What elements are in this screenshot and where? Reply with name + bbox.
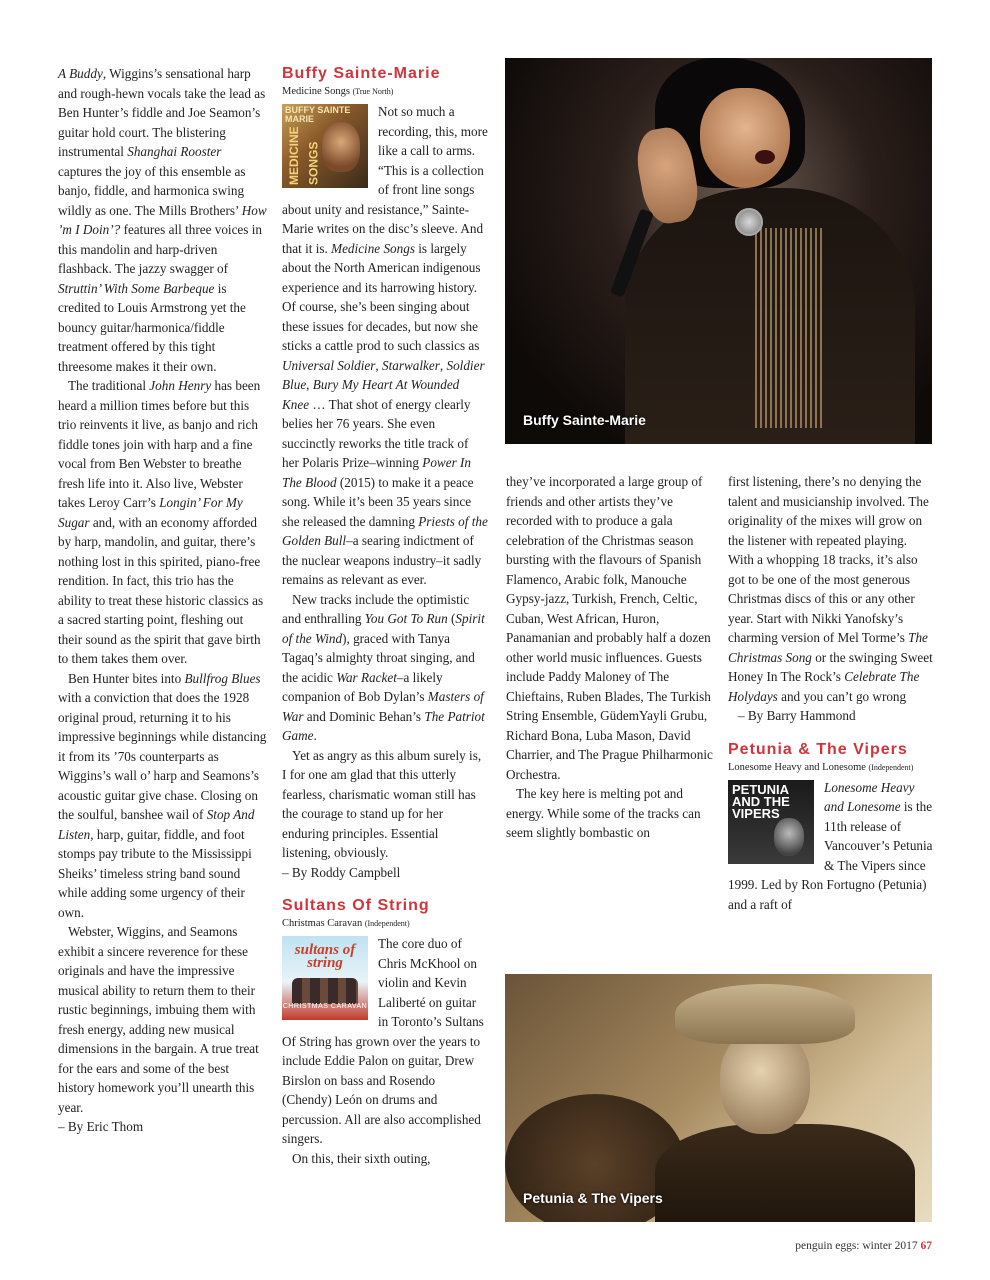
italic-title: Medicine Songs [331, 240, 415, 256]
review-heading-sultans: Sultans Of String [282, 897, 430, 914]
wiggins-review-paragraph: A Buddy, Wiggins’s sensational harp and rough-hewn vocals take the lead as Ben Hunter’s fiddle and Joe Seamon’s guitar hold court. The blistering instrumental Shanghai Rooster captures the joy of this ensemble as banjo, fiddle, and harmonica swing wildly as one. The Mills Brothers’ How ’m I Doin’? features all three voices in this mandolin and harp-driven flashback. The jazzy swagger of Struttin’ With Some Barbeque is credited to Louis Armstrong yet the bouncy guitar/harmonica/fiddle treatment offered by this tight threesome makes it their own. [58, 66, 267, 374]
review-heading-petunia: Petunia & The Vipers [728, 740, 908, 758]
italic-title: Starwalker [382, 357, 440, 373]
italic-title: Power In The Blood [282, 455, 471, 490]
record-label: (Independent) [868, 762, 914, 772]
italic-title: Bury My Heart At Wounded Knee [282, 377, 460, 412]
album-title: Lonesome Heavy and Lonesome [728, 761, 866, 773]
byline-eric-thom: – By Eric Thom [58, 1119, 144, 1134]
cover-portrait [774, 818, 804, 856]
italic-title: Soldier Blue [282, 357, 485, 392]
article-column-3 [506, 472, 716, 843]
page-number: 67 [920, 1240, 932, 1252]
italic-title: Longin’ For My Sugar [58, 495, 243, 530]
italic-title: Spirit of the Wind [282, 611, 485, 646]
sultans-review-p1: The core duo of Chris McKhool on violin and Kevin Laliberté on guitar in Toronto’s Sultans Of String has grown over the years to include Eddie Palon on guitar, Drew Birslon on bass and Rosendo (Chendy) León on drums and percussion. All are also accomplished singers. [282, 936, 484, 1146]
cover-portrait [322, 122, 360, 172]
photo-necklace [735, 208, 763, 236]
cover-artist-text: PETUNIA AND THE VIPERS [732, 781, 790, 821]
album-info-sultans [282, 916, 488, 931]
buffy-review-paragraph: Not so much a recording, this, more like a call to arms. “This is a collection of front line songs about unity and resistance,” Sainte-Marie writes on the disc’s sleeve. And that it is. Medicine Songs is largely about the North American indigenous experience and its harrowing history. Of course, she’s been singing about these issues for decades, but now she sticks a cattle prod to such classics as Universal Soldier, Starwalker, Soldier Blue, Bury My Heart At Wounded Knee … That shot of energy clearly belies her 76 years. She even succinctly reworks the title track of her Polaris Prize–winning Power In The Blood (2015) to make it a peace song. While it’s been 35 years since she released the damning Priests of the Golden Bull–a searing indictment of the nuclear weapons industry–it sadly remains as relevant as ever. [282, 104, 488, 587]
cover-artist-text: BUFFY SAINTE MARIE [285, 105, 351, 124]
italic-title: Bullfrog Blues [184, 670, 261, 686]
cover-artist-text: sultans of string [294, 942, 356, 971]
italic-title: You Got To Run [364, 611, 448, 626]
sultans-review-p3: they’ve incorporated a large group of friends and other artists they’ve recorded with to produce a gala celebration of the Christmas season bursting with the flavours of Spanish Flamenco, Arabic folk, Manouche Gypsy-jazz, Turkish, French, Celtic, Cuban, West African, Huron, Panamanian and probably half a dozen other world music influences. Guests include Paddy Maloney of The Chieftains, Ruben Blades, The Turkish String Ensemble, GüdemYayli Grubu, Richard Bona, Luba Mason, David Charrier, and The Prague Philharmonic Orchestra. [506, 474, 713, 782]
cover-album-text: CHRISTMAS CARAVAN [282, 1002, 368, 1010]
buffy-review-body [282, 102, 488, 863]
review-heading-buffy: Buffy Sainte-Marie [282, 65, 441, 82]
album-info-buffy [282, 84, 488, 99]
italic-title: John Henry [149, 378, 212, 393]
photo-fringe-jacket [755, 228, 825, 428]
italic-title: Universal Soldier [282, 357, 376, 373]
photo-mouth [755, 150, 775, 164]
byline-barry-hammond: – By Barry Hammond [738, 708, 856, 723]
record-label: (True North) [352, 87, 394, 96]
italic-title: The Patriot Game [282, 708, 485, 743]
italic-title: War Racket [336, 669, 397, 685]
wiggins-review-paragraph: Ben Hunter bites into Bullfrog Blues with a conviction that does the 1928 original proud, returning it to his impressive beginnings while distancing it from its ’70s counterparts as Wiggins’s wall o’ harp and Seamons’s acoustic guitar give chase. Closing on the soulful, banshee wail of Stop And Listen, harp, guitar, fiddle, and foot stomps pay tribute to the Mississippi Sheiks’ timeless string band sound while adding some urgency of their own. [58, 670, 267, 920]
wiggins-review-paragraph: Webster, Wiggins, and Seamons exhibit a sincere reverence for these originals and have the impressive musical ability to return them to their rustic beginnings, imbuing them with fresh energy, adding new musical dimensions in the bargain. A true treat for the ears and some of the best history homework you’ll unearth this year. [58, 924, 259, 1115]
wiggins-review-paragraph: The traditional John Henry has been heard a million times before but this trio reinvents it live, as banjo and rich fiddle tones join with harp and a fine vocal from Ben Webster to breathe fresh life into it. Also live, Webster takes Leroy Carr’s Longin’ For My Sugar and, with an economy afforded by harp, mandolin, and guitar, there’s nothing lost in this spirited, piano-free rendition. In fact, this trio has the ability to treat these historic classics as a sacred starting point, fleshing out their sound as the spirit that gave birth to them takes them over. [58, 378, 264, 666]
album-title: Christmas Caravan [282, 918, 363, 929]
byline-roddy-campbell: – By Roddy Campbell [282, 864, 401, 880]
italic-title: Shanghai Rooster [127, 144, 222, 159]
italic-title: Stop And Listen [58, 807, 255, 842]
article-column-4 [728, 472, 933, 914]
italic-title: How ’m I Doin’? [58, 202, 267, 237]
photo-caption-buffy: Buffy Sainte-Marie [523, 412, 646, 428]
italic-title: Priests of the Golden Bull [282, 513, 488, 548]
album-info-petunia [728, 760, 933, 775]
buffy-review-paragraph: New tracks include the optimistic and enthralling You Got To Run (Spirit of the Wind), graced with Tanya Tagaq’s almighty throat singing, and the acidic War Racket–a likely companion of Bob Dylan’s Masters of War and Dominic Behan’s The Patriot Game. [282, 591, 485, 743]
record-label: (Independent) [364, 919, 410, 928]
photo-caption-petunia: Petunia & The Vipers [523, 1190, 663, 1206]
petunia-and-the-vipers-photo [505, 974, 932, 1222]
sultans-review-p2: On this, their sixth outing, [292, 1150, 431, 1166]
album-cover-christmas-caravan [282, 936, 368, 1020]
photo-cowboy-hat [675, 984, 855, 1044]
article-column-2 [282, 64, 488, 1168]
petunia-review-p1: Lonesome Heavy and Lonesome is the 11th release of Vancouver’s Petunia & The Vipers since 1999. Led by Ron Fortugno (Petunia) and a raft of [728, 779, 933, 912]
article-column-1 [58, 64, 268, 1137]
buffy-sainte-marie-photo [505, 58, 932, 444]
italic-title: Celebrate The Holydays [728, 669, 920, 704]
italic-title: Struttin’ With Some Barbeque [58, 280, 215, 296]
album-cover-medicine-songs [282, 104, 368, 188]
sultans-review-p4: The key here is melting pot and energy. While some of the tracks can seem slightly bombastic on [506, 786, 701, 840]
photo-figure-body [655, 1124, 915, 1222]
page-footer [795, 1240, 932, 1252]
italic-title: Masters of War [282, 689, 484, 724]
buffy-review-paragraph: Yet as angry as this album surely is, I for one am glad that this utterly fearless, charismatic woman still has the courage to stand up for her enduring principles. Essential listening, obviously. [282, 747, 482, 860]
photo-face [700, 88, 790, 188]
publication-issue: penguin eggs: winter 2017 [795, 1240, 918, 1252]
italic-title: The Christmas Song [728, 630, 928, 665]
wiggins-review-body [58, 64, 268, 1117]
cover-album-text: MEDICINE SONGS [287, 126, 321, 185]
photo-face [720, 1029, 810, 1134]
album-cover-lonesome-heavy [728, 780, 814, 864]
sultans-review-p5: first listening, there’s no denying the talent and musicianship involved. The originality of the mixes will grow on the listener with repeated playing. With a whopping 18 tracks, it’s also got to be one of the most generous Christmas discs of this or any other year. Start with Nikki Yanofsky’s charming version of Mel Torme’s The Christmas Song or the swinging Sweet Honey In The Rock’s Celebrate The Holydays and you can’t go wrong [728, 474, 933, 704]
italic-title: A Buddy [58, 66, 103, 81]
album-title: Medicine Songs [282, 86, 350, 97]
italic-title: Lonesome Heavy and Lonesome [824, 779, 915, 814]
